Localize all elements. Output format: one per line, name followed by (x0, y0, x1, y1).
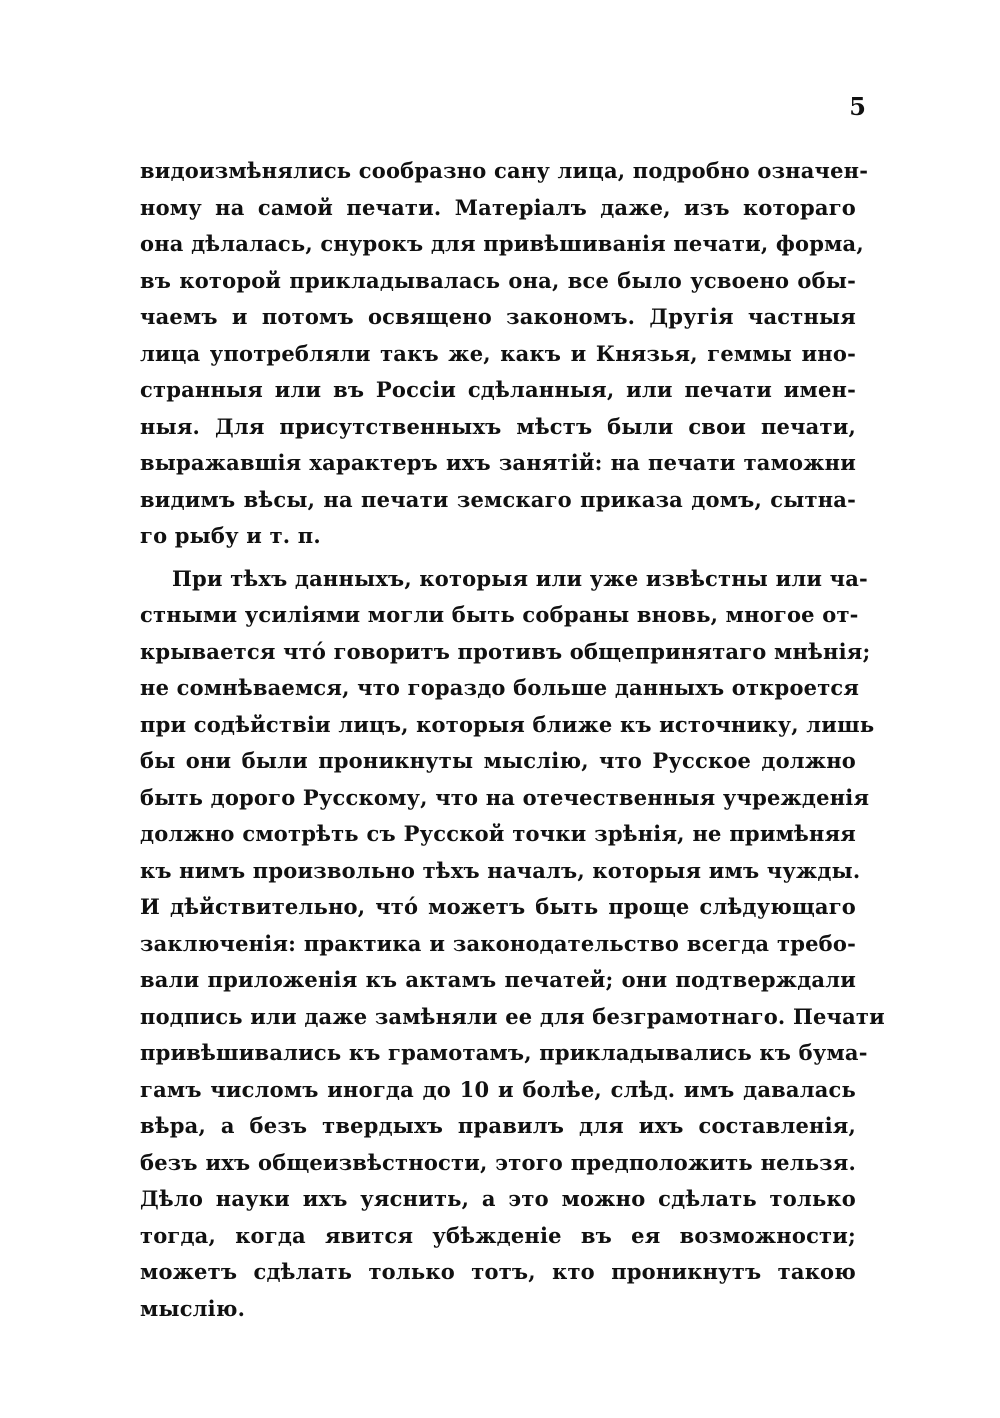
text-line: ныя. Для присутственныхъ мѣстъ были свои печати, (140, 413, 856, 439)
text-line: вали приложенія къ актамъ печатей; они подтверждали (140, 967, 856, 992)
text-line: безъ ихъ общеизвѣстности, этого предположить нельзя. (140, 1149, 856, 1175)
paragraph-2 (140, 561, 885, 1328)
text-line: привѣшивались къ грамотамъ, прикладывались къ бума- (140, 1040, 868, 1065)
text-line: чаемъ и потомъ освящено закономъ. Другія частныя (140, 304, 856, 329)
text-line: въ которой прикладывалась она, все было усвоено обы- (140, 267, 856, 293)
text-line: при содѣйствіи лицъ, которыя ближе къ источнику, лишь (140, 711, 875, 737)
page-number: 5 (849, 92, 866, 121)
text-line: видоизмѣнялись сообразно сану лица, подробно означен- (140, 158, 869, 183)
text-line: она дѣлалась, снурокъ для привѣшиванія печати, форма, (140, 231, 864, 256)
body-text (140, 153, 885, 1327)
text-line: крывается что́ говоритъ противъ общепринятаго мнѣнія; (140, 638, 871, 664)
text-line: вѣра, а безъ твердыхъ правилъ для ихъ составленія, (140, 1113, 856, 1138)
text-line: ному на самой печати. Матеріалъ даже, изъ котораго (140, 194, 856, 220)
text-line: заключенія: практика и законодательство всегда требо- (140, 930, 856, 956)
text-line: подпись или даже замѣняли ее для безграмотнаго. Печати (140, 1003, 885, 1029)
paragraph-1 (140, 153, 869, 555)
text-line: не сомнѣваемся, что гораздо больше данныхъ откроется (140, 675, 860, 700)
text-line: го рыбу и т. п. (140, 523, 321, 548)
text-line: можетъ сдѣлать только тотъ, кто проникнутъ такою (140, 1259, 856, 1284)
text-line: гамъ числомъ иногда до 10 и болѣе, слѣд. имъ давалась (140, 1076, 856, 1102)
text-line: должно смотрѣть съ Русской точки зрѣнія, не примѣняя (140, 821, 856, 846)
text-line: лица употребляли такъ же, какъ и Князья, геммы ино- (140, 340, 856, 366)
text-line: странныя или въ Россіи сдѣланныя, или печати имен- (140, 377, 856, 402)
text-line: быть дорого Русскому, что на отечественныя учрежденія (140, 784, 870, 810)
text-line: стными усиліями могли быть собраны вновь, многое от- (140, 602, 859, 627)
text-line: Дѣло науки ихъ уяснить, а это можно сдѣлать только (140, 1186, 856, 1211)
text-line: видимъ вѣсы, на печати земскаго приказа домъ, сытна- (140, 486, 856, 512)
text-line: мыслію. (140, 1295, 246, 1321)
text-line: тогда, когда явится убѣжденіе въ ея возможности; (140, 1222, 856, 1248)
text-line: выражавшія характеръ ихъ занятій: на печати таможни (140, 450, 856, 475)
text-line: бы они были проникнуты мыслію, что Русское должно (140, 748, 856, 773)
text-line: При тѣхъ данныхъ, которыя или уже извѣстны или ча- (172, 565, 868, 591)
text-line: къ нимъ произвольно тѣхъ началъ, которыя имъ чужды. (140, 857, 861, 883)
text-line: И дѣйствительно, что́ можетъ быть проще слѣдующаго (140, 894, 856, 919)
